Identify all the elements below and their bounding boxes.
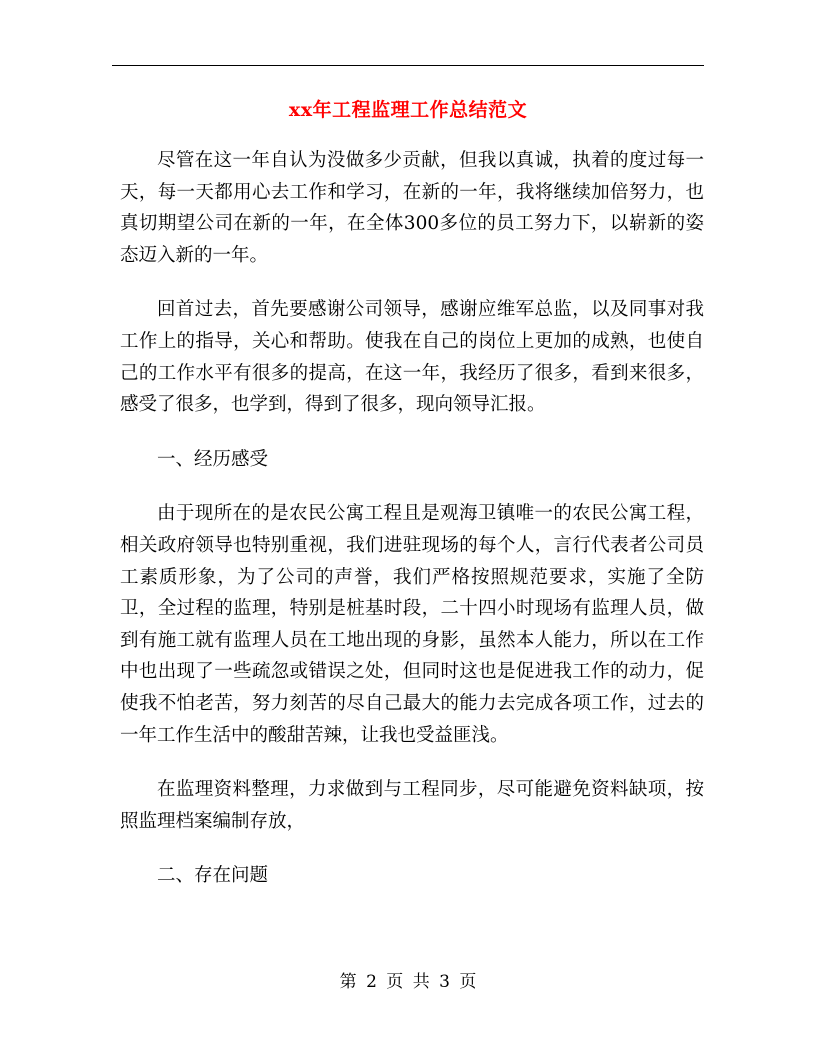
paragraph-records: 在监理资料整理，力求做到与工程同步，尽可能避免资料缺项，按照监理档案编制存放， xyxy=(120,779,704,832)
paragraph-experience: 由于现所在的是农民公寓工程且是观海卫镇唯一的农民公寓工程，相关政府领导也特别重视，我们进驻现场的每个人，言行代表者公司员工素质形象，为了公司的声誉，我们严格按照规范要求，实施了全防卫，全过程的监理，特别是桩基时段，二十四小时现场有监理人员，做到有施工就有监理人员在工地出现的身影，虽然本人能力，所以在工作中也出现了一些疏忽或错误之处，但同时这也是促进我工作的动力，促使我不怕老苦，努力刻苦的尽自己最大的能力去完成各项工作，过去的一年工作生活中的酸甜苦辣，让我也受益匪浅。 xyxy=(120,503,704,746)
paragraph-intro: 尽管在这一年自认为没做多少贡献，但我以真诚，执着的度过每一天，每一天都用心去工作和学习，在新的一年，我将继续加倍努力，也真切期望公司在新的一年，在全体300多位的员工努力下，以崭新的姿态迈入新的一年。 xyxy=(120,150,704,266)
paragraph-review: 回首过去，首先要感谢公司领导，感谢应维军总监，以及同事对我工作上的指导，关心和帮助。使我在自己的岗位上更加的成熟，也使自己的工作水平有很多的提高，在这一年，我经历了很多，看到来很多，感受了很多，也学到，得到了很多，现向领导汇报。 xyxy=(120,299,704,416)
header-rule xyxy=(112,65,704,66)
section-heading-experience: 一、经历感受 xyxy=(157,448,269,470)
document-body xyxy=(120,145,704,915)
page-number-label: 第 2 页 共 3 页 xyxy=(339,972,477,992)
section-heading-problems: 二、存在问题 xyxy=(157,865,269,887)
document-title: xx年工程监理工作总结范文 xyxy=(288,99,528,121)
page-number-footer xyxy=(112,970,704,994)
